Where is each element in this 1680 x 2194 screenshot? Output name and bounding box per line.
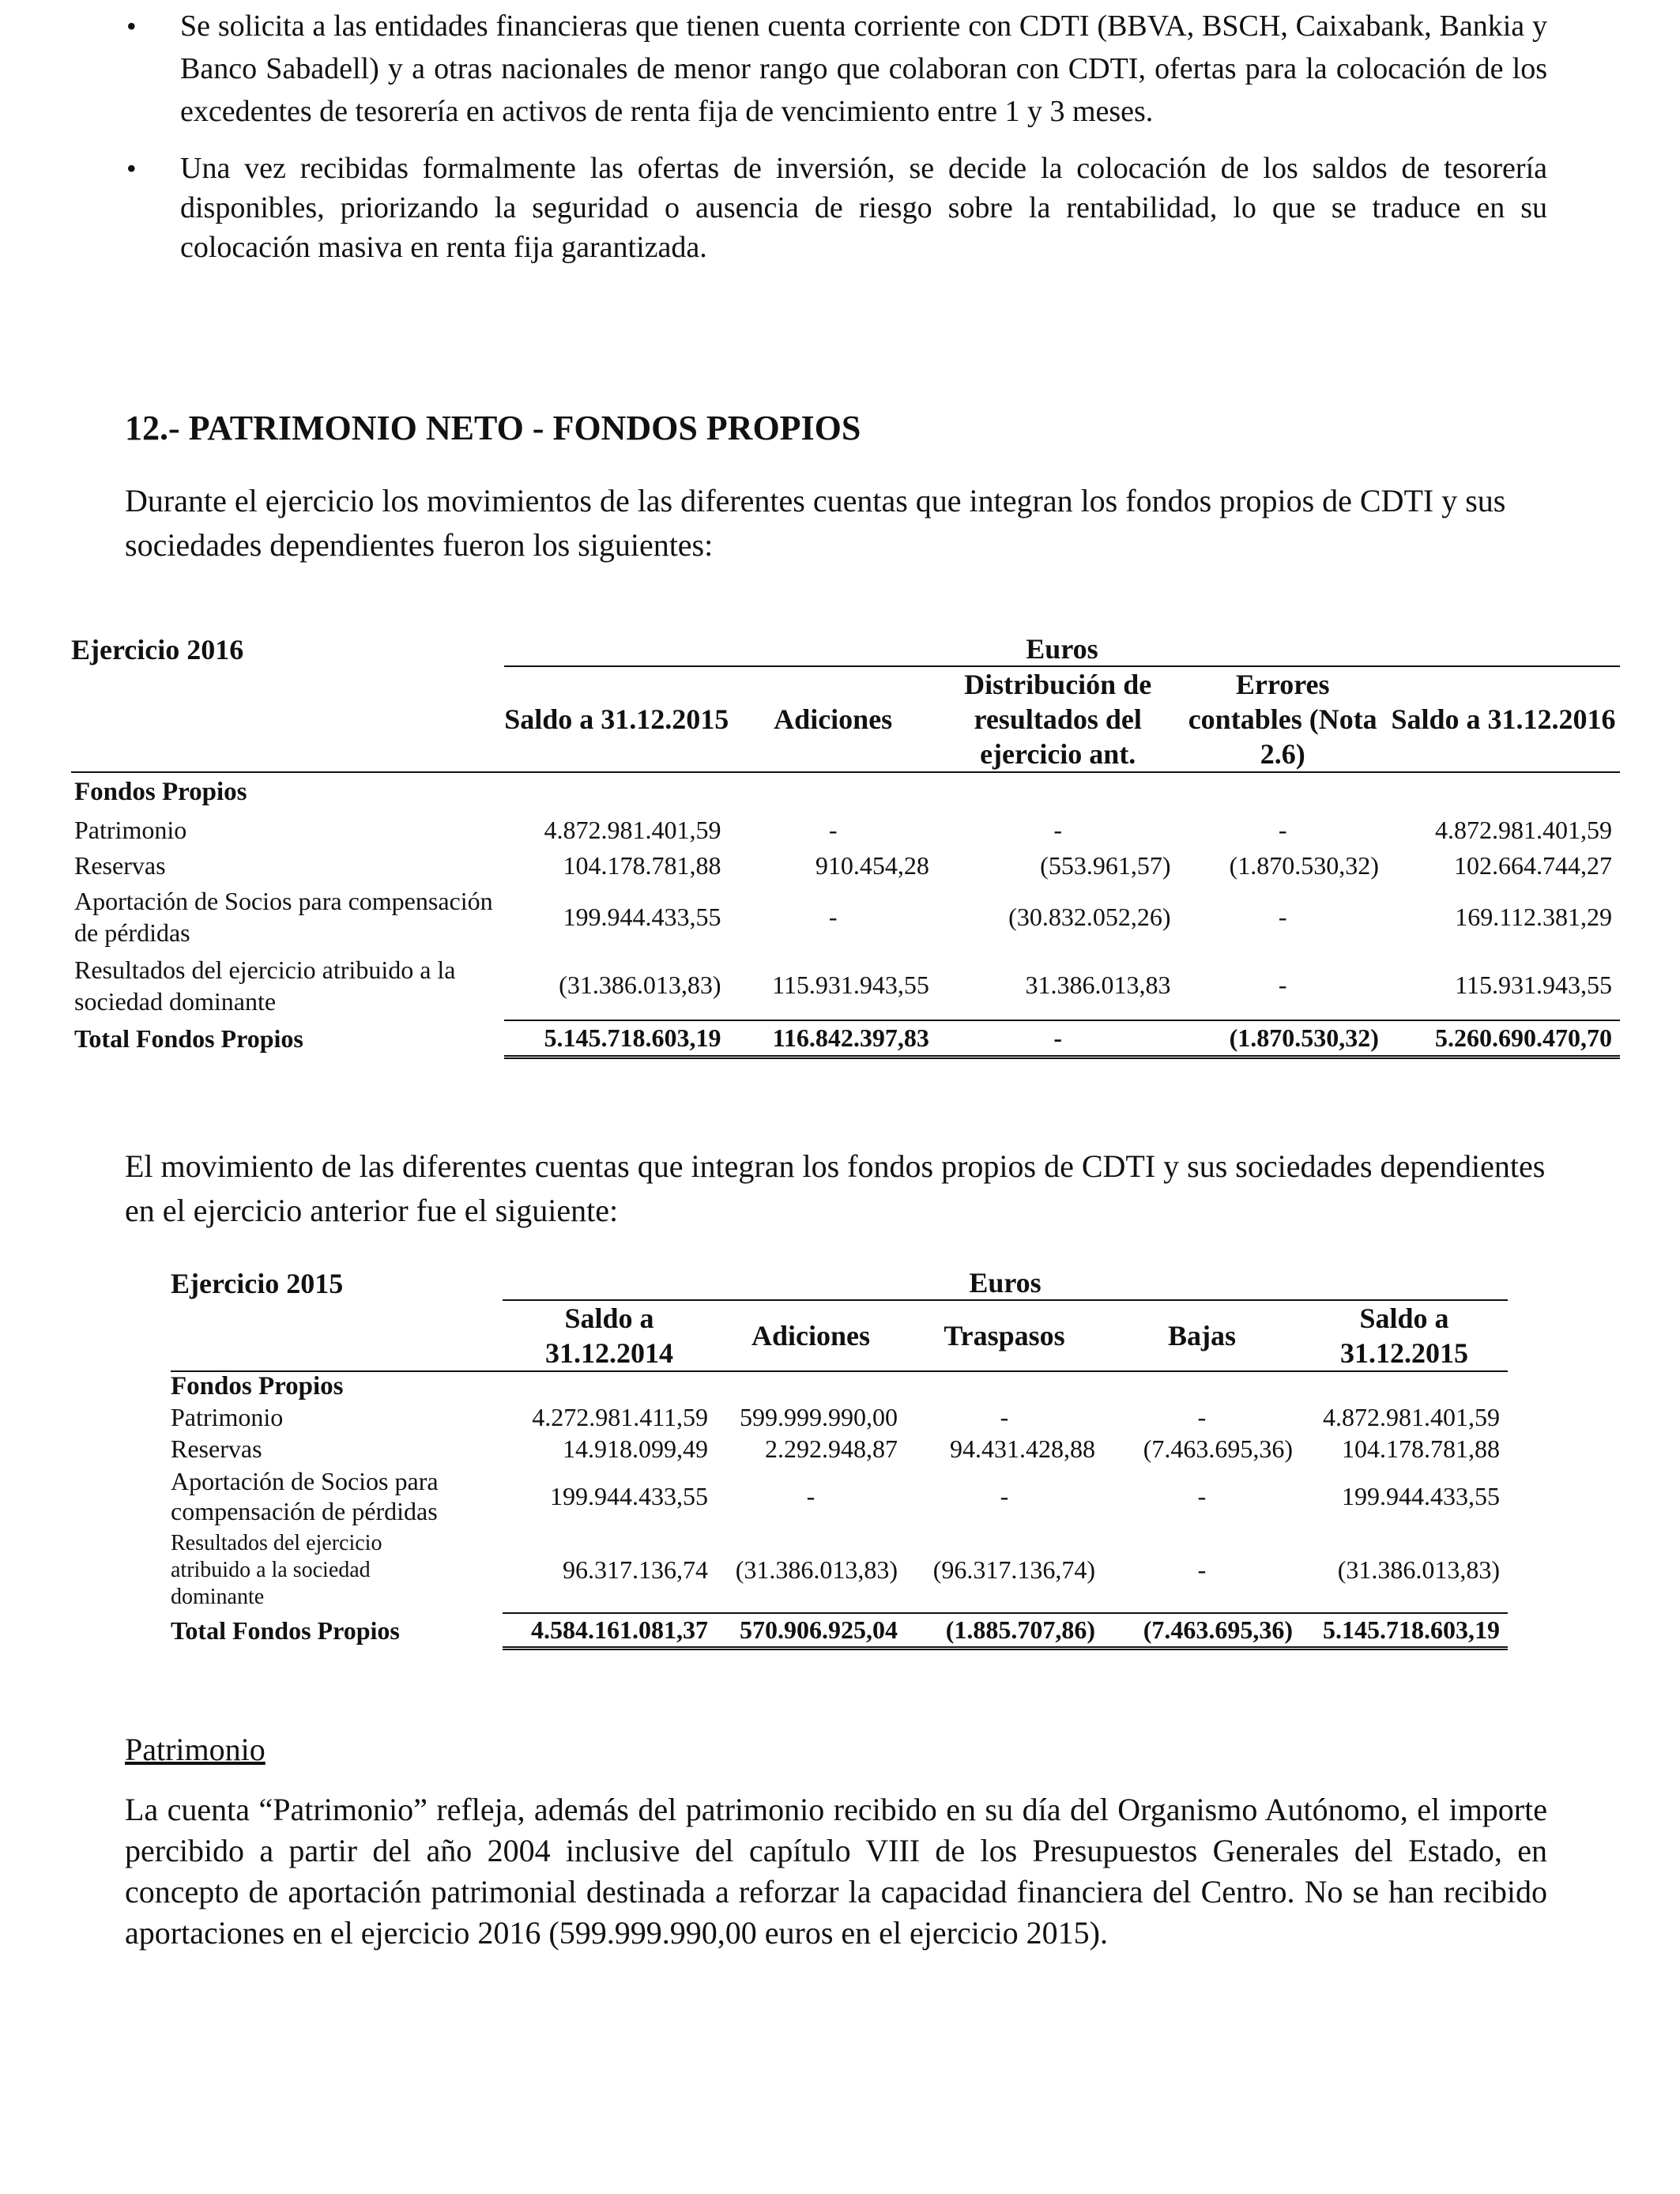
cell-value: 94.431.428,88 [950, 1434, 1095, 1463]
bullet-text: Una vez recibidas formalmente las ofertas de inversión, se decide la colocación de los saldos de tesorería disponibles, priorizando la seguridad o ausencia de riesgo sobre la rentabilidad, lo que se traduce en su colocación masiva en renta fija garantizada. [180, 152, 1547, 264]
cell-value: 14.918.099,49 [563, 1434, 708, 1463]
cell-value: - [1197, 1402, 1207, 1431]
section-heading: 12.- PATRIMONIO NETO - FONDOS PROPIOS [125, 409, 861, 447]
col-header: Saldo a 31.12.2014 [503, 1300, 716, 1371]
cell-value: 199.944.433,55 [563, 902, 721, 931]
col-header: Errores contables (Nota 2.6) [1178, 666, 1386, 772]
cell-value: 115.931.943,55 [1455, 971, 1612, 999]
patrimonio-paragraph: La cuenta “Patrimonio” refleja, además del patrimonio recibido en su día del Organismo Autónomo, el importe percibido a partir del año 2004 inclusive del capítulo VIII de los Presupuestos Generales del Estado, en concepto de aportación patrimonial destinada a reforzar la capacidad financiera del Centro. No se han recibido aportaciones en el ejercicio 2016 (599.999.990,00 euros en el ejercicio 2015). [125, 1792, 1547, 1951]
row-label: Aportación de Socios para compensación de pérdidas [74, 887, 493, 947]
bullet-icon: • [126, 10, 137, 42]
row-label: Patrimonio [171, 1402, 284, 1431]
cell-value: - [1197, 1481, 1207, 1510]
bullet-text: Se solicita a las entidades financieras que tienen cuenta corriente con CDTI (BBVA, BSCH, Caixabank, Bankia y Banco Sabadell) y a otras nacionales de menor rango que colaboran con CDTI, ofertas para la colocación de los excedentes de tesorería en activos de renta fija de vencimiento entre 1 y 3 meses. [180, 9, 1547, 128]
bullet-icon: • [126, 153, 137, 184]
total-row [71, 1020, 1620, 1057]
intro-2015: El movimiento de las diferentes cuentas que integran los fondos propios de CDTI y sus sociedades dependientes en el ejercicio anterior fue el siguiente: [125, 1148, 1546, 1228]
cell-value: 5.260.690.470,70 [1387, 1020, 1620, 1057]
row-label: Resultados del ejercicio atribuido a la sociedad dominante [74, 956, 456, 1016]
cell-value: 570.906.925,04 [716, 1613, 906, 1648]
cell-value: 96.317.136,74 [563, 1555, 708, 1584]
section-label: Fondos Propios [74, 778, 247, 806]
cell-value: - [806, 1481, 816, 1510]
table-row [71, 883, 1620, 951]
table-title: Ejercicio 2015 [171, 1267, 344, 1299]
cell-value: (1.870.530,32) [1229, 850, 1379, 880]
cell-value: - [1053, 815, 1063, 844]
table-row [171, 1401, 1508, 1433]
table-2016 [71, 632, 1620, 1059]
row-label: Resultados del ejercicio atribuido a la sociedad dominante [171, 1531, 382, 1609]
cell-value: - [828, 902, 838, 931]
cell-value: (96.317.136,74) [932, 1555, 1095, 1584]
cell-value: 5.145.718.603,19 [1301, 1613, 1508, 1648]
col-header: Adiciones [729, 666, 936, 772]
cell-value: 4.272.981.411,59 [532, 1402, 708, 1431]
cell-value: (31.386.013,83) [735, 1555, 898, 1584]
cell-value: 102.664.744,27 [1454, 850, 1612, 880]
cell-value: 104.178.781,88 [1342, 1434, 1500, 1463]
bullet-item [126, 149, 1547, 267]
cell-value: 5.145.718.603,19 [504, 1020, 729, 1057]
cell-value: (553.961,57) [1040, 850, 1171, 880]
cell-value: (1.885.707,86) [906, 1613, 1103, 1648]
table-row [71, 951, 1620, 1020]
cell-value: 4.872.981.401,59 [1435, 815, 1612, 844]
cell-value: - [828, 815, 838, 844]
cell-value: 104.178.781,88 [563, 850, 721, 880]
cell-value: 2.292.948,87 [765, 1434, 898, 1463]
total-row [171, 1613, 1508, 1648]
currency-header: Euros [503, 1266, 1508, 1300]
cell-value: 116.842.397,83 [729, 1020, 936, 1057]
cell-value: 910.454,28 [815, 850, 929, 880]
col-header: Traspasos [906, 1300, 1103, 1371]
bullet-list [126, 5, 1547, 283]
col-header: Saldo a 31.12.2015 [1301, 1300, 1508, 1371]
table-row [171, 1465, 1508, 1528]
bullet-item [126, 5, 1547, 133]
table-2015 [171, 1266, 1508, 1650]
cell-value: - [937, 1020, 1179, 1057]
table-row [171, 1433, 1508, 1465]
currency-header: Euros [504, 632, 1620, 666]
cell-value: - [1197, 1555, 1207, 1584]
cell-value: 115.931.943,55 [772, 971, 929, 999]
table-title: Ejercicio 2016 [71, 633, 244, 665]
row-label: Patrimonio [74, 815, 187, 844]
cell-value: 31.386.013,83 [1025, 971, 1171, 999]
table-row [71, 812, 1620, 848]
cell-value: (31.386.013,83) [559, 971, 721, 999]
cell-value: - [1278, 902, 1287, 931]
cell-value: (1.870.530,32) [1178, 1020, 1386, 1057]
col-header: Saldo a 31.12.2016 [1387, 666, 1620, 772]
cell-value: - [1278, 971, 1287, 999]
row-label: Total Fondos Propios [171, 1615, 400, 1645]
row-label: Reservas [74, 850, 166, 880]
cell-value: 4.872.981.401,59 [1323, 1402, 1500, 1431]
cell-value: (7.463.695,36) [1103, 1613, 1301, 1648]
intro-2016: Durante el ejercicio los movimientos de las diferentes cuentas que integran los fondos propios de CDTI y sus sociedades dependientes fueron los siguientes: [125, 483, 1506, 563]
col-header: Saldo a 31.12.2015 [504, 666, 729, 772]
cell-value: - [1278, 815, 1287, 844]
cell-value: - [1000, 1481, 1009, 1510]
section-label: Fondos Propios [171, 1372, 344, 1400]
cell-value: - [1000, 1402, 1009, 1431]
table-row [71, 848, 1620, 883]
cell-value: (7.463.695,36) [1143, 1434, 1293, 1463]
row-label: Total Fondos Propios [74, 1023, 303, 1053]
cell-value: 599.999.990,00 [740, 1402, 898, 1431]
table-row [171, 1528, 1508, 1613]
cell-value: (30.832.052,26) [1008, 902, 1171, 931]
col-header: Bajas [1103, 1300, 1301, 1371]
row-label: Aportación de Socios para compensación de pérdidas [171, 1467, 439, 1525]
col-header: Adiciones [716, 1300, 906, 1371]
row-label: Reservas [171, 1434, 262, 1463]
cell-value: 4.872.981.401,59 [544, 815, 721, 844]
cell-value: 199.944.433,55 [1342, 1481, 1500, 1510]
cell-value: 169.112.381,29 [1455, 902, 1612, 931]
cell-value: 199.944.433,55 [550, 1481, 708, 1510]
col-header: Distribución de resultados del ejercicio ant. [937, 666, 1179, 772]
patrimonio-subheading: Patrimonio [125, 1732, 266, 1767]
cell-value: (31.386.013,83) [1337, 1555, 1500, 1584]
cell-value: 4.584.161.081,37 [503, 1613, 716, 1648]
